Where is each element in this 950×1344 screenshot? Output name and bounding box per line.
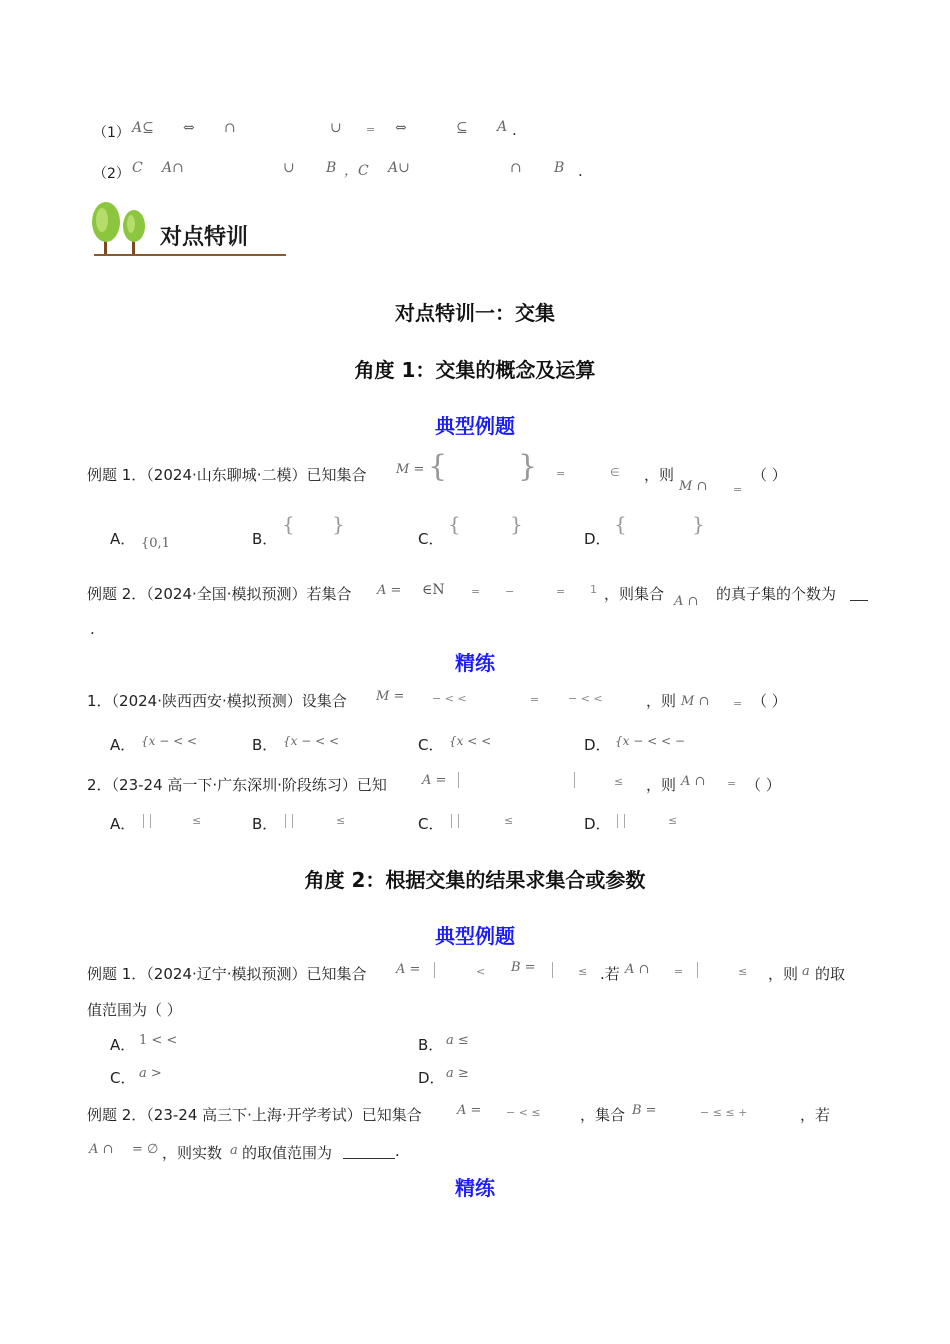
math-fragment: A∪ <box>388 160 410 176</box>
option-c: C． <box>418 530 444 548</box>
math-fragment: B <box>326 160 337 176</box>
math-fragment: A ∩ <box>89 1142 114 1157</box>
math-fragment: ∈ <box>610 466 620 479</box>
option-b: B． <box>252 815 278 833</box>
math-set: A = <box>396 962 421 977</box>
math-fragment: a <box>230 1143 238 1158</box>
brace-right: } <box>518 449 538 484</box>
option-b-value: a ≤ <box>446 1033 469 1048</box>
math-fragment: A ∩ <box>681 774 706 789</box>
practice-text: ，则 <box>646 776 677 794</box>
typical-examples-heading: 典型例题 <box>435 924 515 948</box>
practice-text: 1．（2024·陕西西安·模拟预测）设集合 <box>87 692 347 710</box>
example-text: ，则集合 <box>604 585 665 603</box>
set-bar <box>458 814 459 828</box>
option-a-value: {0,1 <box>141 536 170 551</box>
example-text: .若 <box>600 965 620 983</box>
option-d: D． <box>584 736 611 754</box>
line-number: （1） <box>93 125 130 141</box>
option-b-value: {x − < < <box>283 734 340 748</box>
option-c-value: a > <box>139 1066 162 1081</box>
example-text: 例题 1．（2024·辽宁·模拟预测）已知集合 <box>87 965 367 983</box>
math-fragment: = <box>366 123 376 136</box>
brace-left: { <box>614 512 627 536</box>
option-b: B． <box>418 1036 444 1054</box>
set-bar <box>617 814 618 828</box>
math-fragment: 1 <box>590 583 597 596</box>
math-fragment: = <box>674 965 684 978</box>
math-set: A = <box>422 773 447 788</box>
set-bar <box>292 814 293 828</box>
math-fragment: < <box>476 965 486 978</box>
line-number: （2） <box>93 166 130 182</box>
example-text: ，若 <box>800 1106 831 1124</box>
section-title: 对点特训一：交集 <box>395 301 555 325</box>
set-bar <box>434 962 435 978</box>
math-fragment: ∪ <box>283 160 295 176</box>
example-text: ，则 <box>644 466 675 484</box>
set-bar <box>552 962 553 978</box>
math-fragment: = <box>733 483 743 496</box>
math-set: B = <box>511 960 536 975</box>
example-text: ，集合 <box>580 1106 626 1124</box>
option-a: A． <box>110 736 136 754</box>
option-d: D． <box>418 1069 445 1087</box>
set-bar <box>451 814 452 828</box>
math-set: A = <box>377 583 402 598</box>
brace-right: } <box>510 512 523 536</box>
math-fragment: ，C <box>344 163 369 179</box>
option-b-value: ≤ <box>336 814 346 827</box>
example-text: 例题 2．（2024·全国·模拟预测）若集合 <box>87 585 352 603</box>
option-d-value: {x − < < − <box>615 734 685 748</box>
math-fragment: − < < <box>568 692 603 705</box>
math-fragment: − ≤ ≤ + <box>700 1106 748 1119</box>
period: . <box>90 620 95 638</box>
math-fragment: ⇔ <box>183 120 195 136</box>
banner-title: 对点特训 <box>160 225 249 250</box>
angle-2-title: 角度 2：根据交集的结果求集合或参数 <box>304 868 646 892</box>
brace-left: { <box>282 512 295 536</box>
math-fragment: ∈N <box>422 582 445 598</box>
option-a-value: ≤ <box>192 814 202 827</box>
math-fragment: = <box>471 585 481 598</box>
example-text: ，则 <box>768 965 799 983</box>
option-a: A． <box>110 815 136 833</box>
math-fragment: ⇔ <box>395 120 407 136</box>
math-fragment: a <box>802 964 810 979</box>
set-bar <box>624 814 625 828</box>
brace-right: } <box>692 512 705 536</box>
set-bar <box>143 814 144 828</box>
example-text: 值范围为（ ） <box>87 1001 182 1019</box>
angle-1-title: 角度 1：交集的概念及运算 <box>354 358 596 382</box>
math-fragment: A ∩ <box>625 962 650 977</box>
math-fragment: A⊆ <box>132 120 154 136</box>
example-text: 的取 <box>815 965 846 983</box>
math-fragment: = <box>556 585 566 598</box>
math-fragment: ≤ <box>578 965 588 978</box>
period: . <box>578 162 583 180</box>
option-c-value: {x < < <box>449 734 492 748</box>
answer-paren: （ ） <box>752 692 787 710</box>
answer-blank <box>850 600 868 601</box>
option-a: A． <box>110 530 136 548</box>
math-set: M = <box>396 462 425 477</box>
math-fragment: C <box>132 160 143 176</box>
practice-text: ，则 <box>646 692 677 710</box>
option-b: B． <box>252 736 278 754</box>
set-bar <box>697 962 698 978</box>
example-text: 的取值范围为 <box>242 1144 333 1162</box>
math-set: M = <box>376 689 405 704</box>
practice-heading: 精练 <box>455 651 495 675</box>
practice-text: 2．（23-24 高一下·广东深圳·阶段练习）已知 <box>87 776 387 794</box>
math-fragment: = <box>556 467 566 480</box>
math-fragment: A <box>497 119 508 135</box>
option-c: C． <box>110 1069 136 1087</box>
option-c: C． <box>418 815 444 833</box>
math-fragment: = <box>530 693 540 706</box>
math-fragment: − < < <box>432 692 467 705</box>
math-set: B = <box>632 1103 657 1118</box>
math-fragment: A ∩ <box>674 594 699 609</box>
example-text: 的真子集的个数为 <box>716 585 837 603</box>
typical-examples-heading: 典型例题 <box>435 414 515 438</box>
brace-left: { <box>448 512 461 536</box>
math-fragment: − <box>505 585 515 598</box>
example-text: 例题 1．（2024·山东聊城·二模）已知集合 <box>87 466 367 484</box>
math-fragment: ∪ <box>330 120 342 136</box>
math-fragment: ≤ <box>738 965 748 978</box>
set-bar <box>458 772 459 788</box>
brace-left: { <box>428 449 448 484</box>
math-fragment: = <box>727 777 737 790</box>
math-fragment: = ∅ <box>132 1142 159 1157</box>
option-d: D． <box>584 530 611 548</box>
option-d-value: ≤ <box>668 814 678 827</box>
practice-heading: 精练 <box>455 1176 495 1200</box>
answer-paren: （ ） <box>746 776 781 794</box>
math-fragment: − < ≤ <box>506 1106 541 1119</box>
option-a: A． <box>110 1036 136 1054</box>
set-bar <box>574 772 575 788</box>
math-fragment: B <box>554 160 565 176</box>
section-banner <box>90 200 290 258</box>
set-bar <box>285 814 286 828</box>
option-d-value: a ≥ <box>446 1066 469 1081</box>
period: . <box>512 121 517 139</box>
answer-paren: （ ） <box>752 466 787 484</box>
math-fragment: ≤ <box>614 775 624 788</box>
option-a-value: {x − < < <box>141 734 198 748</box>
math-set: A = <box>457 1103 482 1118</box>
brace-right: } <box>332 512 345 536</box>
math-fragment: ∩ <box>224 120 236 136</box>
option-c: C． <box>418 736 444 754</box>
set-bar <box>150 814 151 828</box>
math-fragment: = <box>733 697 743 710</box>
period: . <box>395 1142 400 1160</box>
option-b: B． <box>252 530 278 548</box>
math-fragment: ⊆ <box>456 120 468 136</box>
math-fragment: M ∩ <box>679 479 708 494</box>
option-a-value: 1 < < <box>139 1033 178 1048</box>
math-fragment: ∩ <box>510 160 522 176</box>
example-text: 例题 2．（23-24 高三下·上海·开学考试）已知集合 <box>87 1106 422 1124</box>
math-fragment: A∩ <box>162 160 184 176</box>
option-c-value: ≤ <box>504 814 514 827</box>
answer-blank <box>343 1158 395 1159</box>
option-d: D． <box>584 815 611 833</box>
example-text: ，则实数 <box>162 1144 223 1162</box>
math-fragment: M ∩ <box>681 694 710 709</box>
